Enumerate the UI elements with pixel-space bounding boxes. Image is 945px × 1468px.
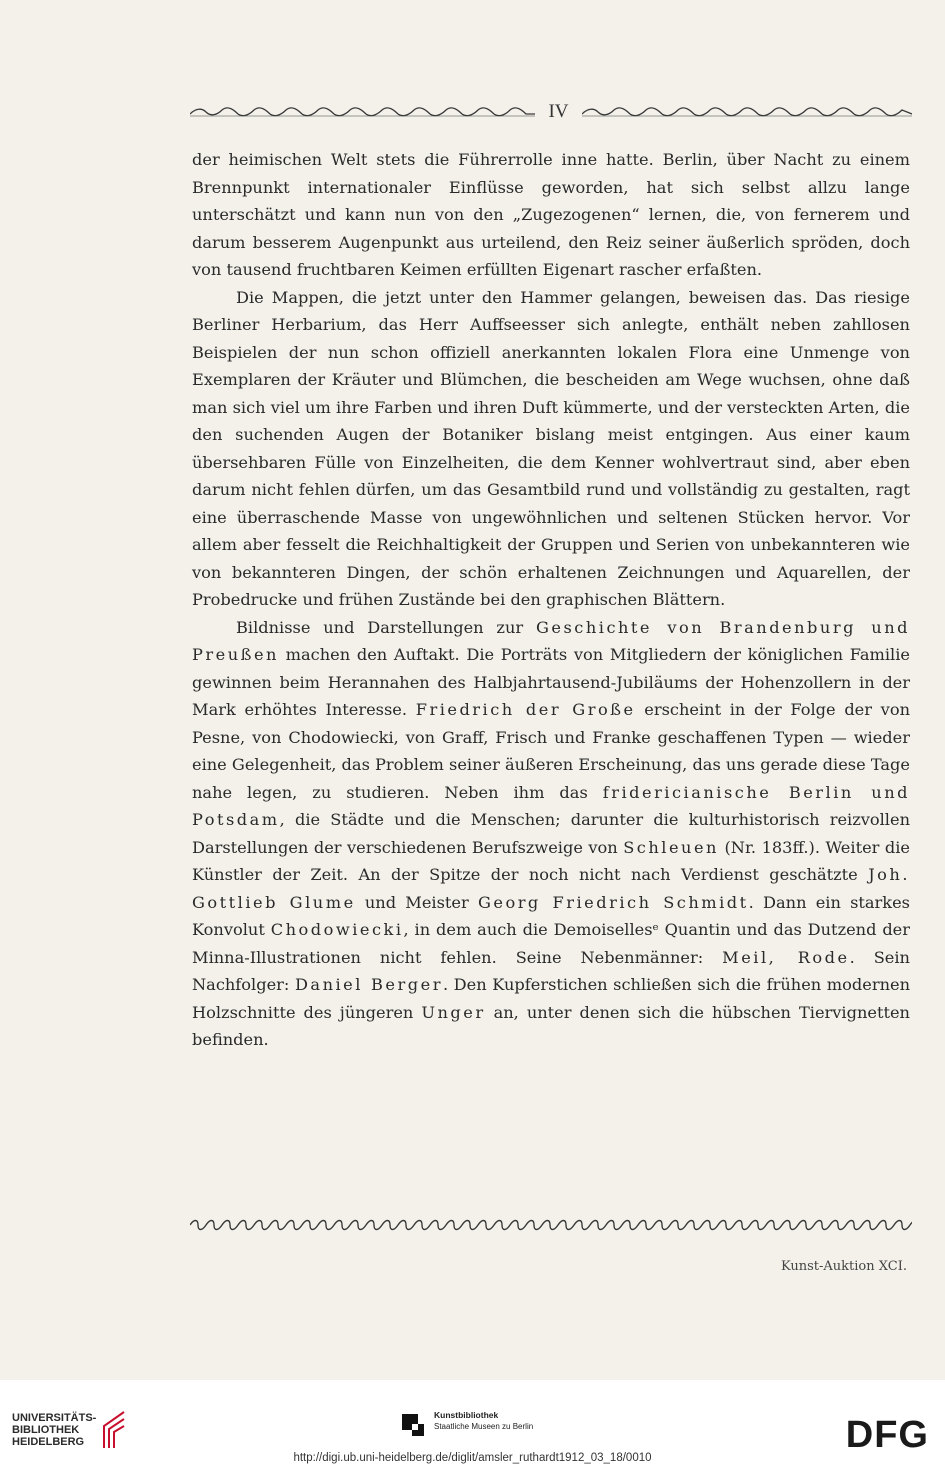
text-run: . Den Kupferstichen schließen sich die frühen modernen Holzschnitte des jüngeren	[192, 975, 911, 1022]
spaced-emphasis: Geschichte von Brandenburg und Preußen	[192, 617, 910, 664]
ub-heidelberg-wordmark	[12, 1412, 96, 1448]
body-text	[192, 146, 910, 1054]
text-run: erscheint in der Folge der von Pesne, von Chodowiecki, von Graff, Frisch und Franke geschaffenen Typen — wieder eine Gelegenheit, das Problem seiner äußeren Erscheinung, das uns gerade diese Tage nahe legen, zu studieren. Neben ihm das	[192, 700, 910, 802]
kunstbibliothek-logo[interactable]	[402, 1410, 533, 1436]
spaced-emphasis: Georg Friedrich Schmidt	[477, 892, 749, 912]
text-run: der heimischen Welt stets die Führerrolle inne hatte. Berlin, über Nacht zu einem Brennpunkt internationaler Einflüsse geworden, hat sich selbst allzu lange unterschätzt und kann nun von den „Zugezogenen“ lernen, die, von fernerem und darum besserem Augenpunkt aus urteilend, den Reiz seiner äußerlich spröden, doch von tausend fruchtbaren Keimen erfüllten Eigenart rascher erfaßten.	[192, 150, 910, 279]
spaced-emphasis: Joh. Gottlieb Glume	[192, 865, 910, 912]
text-run: , in dem auch die Demoisellesᵉ Quantin und das Dutzend der Minna-Illustrationen nicht fehlen. Seine Nebenmänner:	[192, 920, 910, 967]
page-header	[190, 98, 912, 126]
spaced-emphasis: Unger	[421, 1002, 486, 1022]
text-run: , die Städte und die Menschen; darunter die kulturhistorisch reizvollen Darstellungen der verschiedenen Berufszweige von	[192, 810, 910, 857]
kunstbibliothek-mark-icon	[402, 1410, 424, 1436]
kunstbibliothek-wordmark	[434, 1410, 533, 1432]
text-run: an, unter denen sich die hübschen Tiervignetten befinden.	[192, 1002, 910, 1049]
spaced-emphasis: Meil, Rode	[722, 947, 850, 967]
text-run: . Sein Nachfolger:	[192, 947, 910, 994]
text-run: Bildnisse und Darstellungen zur	[236, 617, 536, 637]
spaced-emphasis: Daniel Berger	[294, 975, 443, 994]
dfg-logo[interactable]: DFG	[845, 1414, 929, 1456]
right-header-ornament	[582, 106, 912, 118]
ub-heidelberg-logo[interactable]	[12, 1410, 128, 1450]
text-run: und Meister	[355, 892, 478, 912]
ub-line: BIBLIOTHEK	[12, 1424, 80, 1436]
spaced-emphasis: Friedrich der Große	[415, 700, 636, 719]
catalog-signature: Kunst-Auktion XCI.	[780, 1259, 907, 1274]
permalink-url[interactable]: http://digi.ub.uni-heidelberg.de/diglit/amsler_ruthardt1912_03_18/0010	[293, 1452, 652, 1464]
ub-line: UNIVERSITÄTS-	[12, 1412, 97, 1424]
paragraph	[192, 614, 910, 1054]
text-run: . Dann ein starkes Konvolut	[192, 892, 910, 939]
spaced-emphasis: Schleuen	[623, 837, 719, 857]
ub-heidelberg-mark-icon	[100, 1410, 128, 1450]
spaced-emphasis: fridericianische Berlin und Potsdam	[192, 782, 911, 829]
paragraph	[192, 146, 910, 284]
paragraph	[192, 284, 910, 614]
left-header-ornament	[190, 106, 535, 118]
spaced-emphasis: Chodowiecki	[270, 920, 404, 939]
ub-line: HEIDELBERG	[12, 1436, 85, 1448]
page-number: IV	[548, 101, 569, 122]
text-run: machen den Auftakt. Die Porträts von Mitgliedern der königlichen Familie gewinnen beim Herannahen des Halbjahrtausend-Jubiläums der Hohenzollern in der Mark erhöhtes Interesse.	[192, 645, 910, 719]
text-run: Die Mappen, die jetzt unter den Hammer gelangen, beweisen das. Das riesige Berliner Herbarium, das Herr Auffseesser sich anlegte, enthält neben zahllosen Beispielen der nun schon offiziell anerkannten lokalen Flora eine Unmenge von Exemplaren der Kräuter und Blümchen, die bescheiden am Wege wuchsen, ohne daß man sich viel um ihre Farben und ihren Duft kümmerte, und der versteckten Arten, die den suchenden Augen der Botaniker bislang meist entgingen. Aus einer kaum übersehbaren Fülle von Einzelheiten, die dem Kenner wohlvertraut sind, aber eben darum nicht fehlen dürfen, um das Gesamtbild rund und vollständig zu gestalten, ragt eine überraschende Masse von ungewöhnlichen und seltenen Stücken hervor. Vor allem aber fesselt die Reichhaltigkeit der Gruppen und Serien von unbekannteren wie von bekannteren Dingen, der schön erhaltenen Zeichnungen und Aquarellen, der Probedrucke und frühen Zustände bei den graphischen Blättern.	[192, 287, 910, 609]
footer-ornament	[190, 1219, 912, 1231]
kb-subtitle: Staatliche Museen zu Berlin	[434, 1422, 534, 1431]
text-run: (Nr. 183ff.). Weiter die Künstler der Zeit. An der Spitze der noch nicht nach Verdienst geschätzte	[192, 837, 911, 884]
kb-title: Kunstbibliothek	[434, 1410, 499, 1420]
digitization-footer	[0, 1380, 945, 1468]
